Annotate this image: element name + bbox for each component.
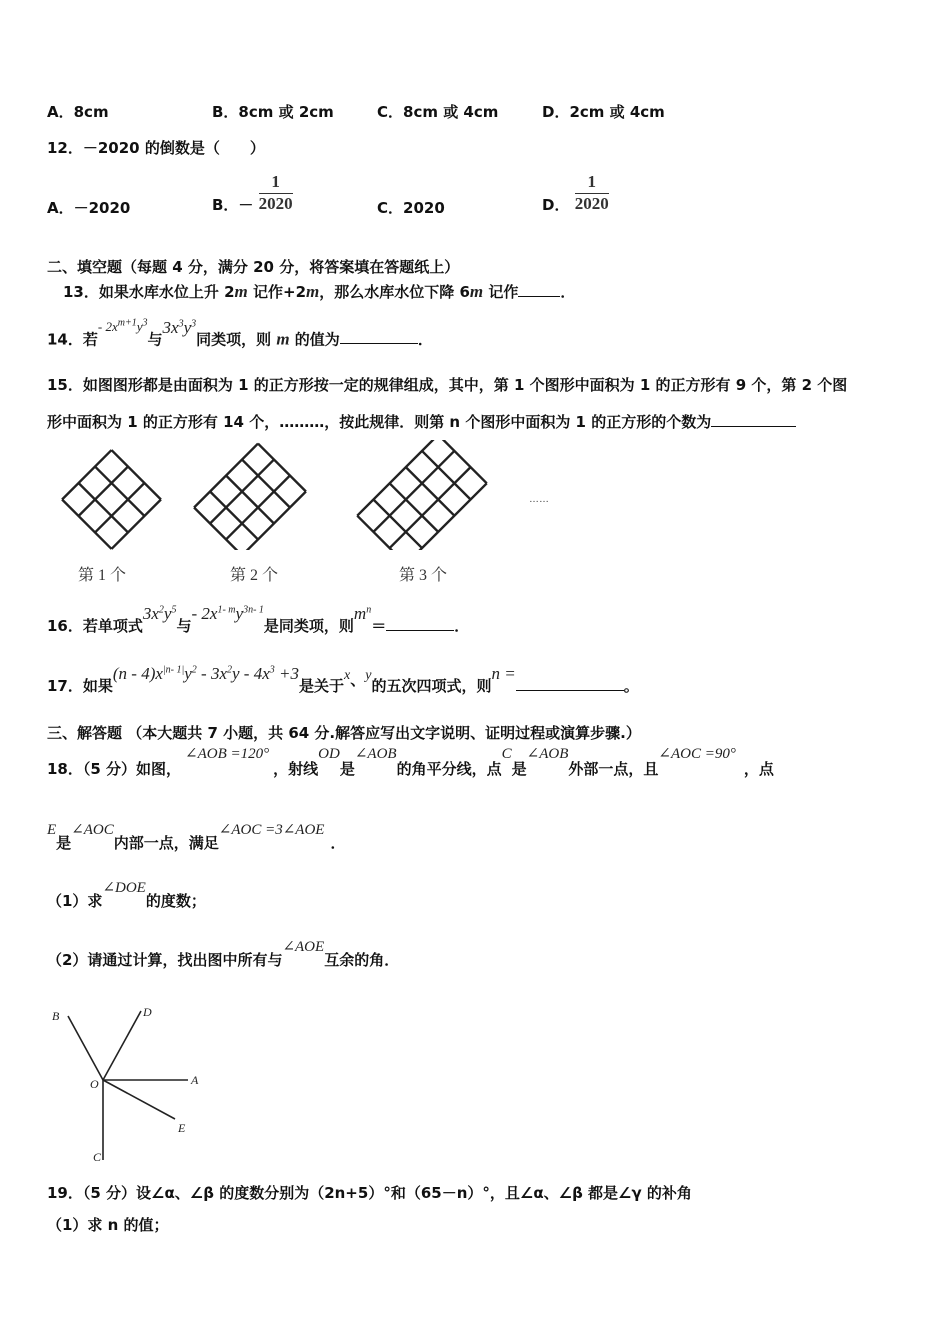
q12-option-c: C．2020: [377, 199, 445, 217]
figure-3: [357, 440, 487, 550]
q17-expr-b: y: [184, 664, 192, 683]
q16-end: ．: [454, 617, 470, 635]
q15-line2-text: 形中面积为 1 的正方形有 14 个，………，按此规律．则第 n 个图形中面积为 1 的正方形的个数为: [47, 413, 712, 431]
q18-text-4: 的角平分线，点: [396, 760, 502, 778]
q17-text-1: 17．如果: [47, 677, 113, 695]
q18-text-9: 内部一点，满足: [113, 834, 219, 852]
q18-text-10: ．: [330, 834, 346, 852]
q12-b-fraction: [259, 172, 293, 214]
q18-angle-aoc-2: ∠AOC: [71, 822, 114, 838]
q17-text-2: 是关于: [299, 677, 345, 695]
q14-text-1: 14．若: [47, 330, 98, 349]
q18-line-1: [47, 744, 774, 779]
q17-expr-a-sup: |n- 1|: [162, 664, 185, 676]
label-d: D: [143, 1005, 152, 1019]
q13-text-4: 记作: [483, 283, 519, 301]
q18-angle-figure: [45, 1000, 215, 1170]
grid-line: [357, 516, 406, 550]
q14-text-2: 与: [147, 330, 163, 349]
q18-text-3: 是: [339, 760, 355, 778]
q14-expr-1: [98, 319, 148, 334]
q17-end: 。: [623, 677, 639, 695]
q13-end: ．: [560, 283, 576, 301]
q14-answer-blank[interactable]: [340, 343, 418, 344]
figure-1-label: 第 1 个: [78, 567, 127, 584]
q12-stem: 12．－2020 的倒数是（ ）: [47, 139, 265, 157]
q17-n: n =: [491, 664, 516, 683]
grid-line: [406, 483, 487, 550]
q17-expr-e: +3: [274, 664, 299, 683]
q18-text-8: 是: [56, 834, 72, 852]
q13-answer-blank[interactable]: [518, 296, 560, 297]
figure-ellipsis: ……: [529, 494, 549, 505]
q12-b-denominator: 2020: [258, 193, 293, 213]
section2-heading: 二、填空题（每题 4 分，满分 20 分，将答案填在答题纸上）: [47, 258, 460, 276]
q14-end: ．: [417, 330, 433, 349]
q16-expr-1: [143, 604, 177, 623]
q16: [47, 604, 469, 636]
q17-y: y: [365, 668, 372, 683]
figure-1: [62, 450, 161, 549]
q18-angle-doe: ∠DOE: [102, 880, 146, 896]
q14-expr2-sup: 3: [178, 318, 184, 330]
q18-angle-aob: ∠AOB =120°: [185, 746, 270, 762]
q18-point-e: E: [47, 822, 57, 838]
label-a: A: [191, 1073, 199, 1087]
q17-answer-blank[interactable]: [516, 690, 624, 691]
q18-ray-od: OD: [318, 746, 340, 762]
q17-expr-b-sup: 2: [191, 664, 197, 676]
q19-line-2: （1）求 n 的值；: [47, 1216, 169, 1234]
q11-option-a: A．8cm: [47, 103, 109, 121]
grid-line: [373, 451, 454, 532]
q15-line-1: 15．如图图形都是由面积为 1 的正方形按一定的规律组成，其中，第 1 个图形中面积为 1 的正方形有 9 个，第 2 个图: [47, 376, 848, 394]
section3-heading: 三、解答题 （本大题共 7 小题，共 64 分.解答应写出文字说明、证明过程或演算步骤.）: [47, 724, 641, 742]
q17-x: x: [344, 668, 351, 683]
ray-od: [103, 1011, 141, 1080]
q13-var-3: m: [469, 282, 484, 301]
grid-line: [390, 467, 471, 548]
q17-expr-c-sup: 2: [227, 664, 232, 676]
q16-e3-base: m: [353, 604, 367, 623]
q14-expr1-base: - 2x: [97, 319, 118, 335]
q14-expr1-ysup: 3: [142, 318, 148, 329]
q16-e1-base: 3x: [142, 604, 159, 623]
label-c: C: [93, 1150, 102, 1164]
q16-expr-3: [354, 604, 371, 623]
q14-expr2-ysup: 3: [191, 318, 197, 330]
q19-line-1: 19．（5 分）设∠α、∠β 的度数分别为（2n+5）°和（65－n）°，且∠α、∠β 都是∠γ 的补角: [47, 1184, 692, 1202]
q16-e3-sup: n: [366, 604, 372, 616]
figure-3-label: 第 3 个: [399, 567, 448, 584]
q14-expr2-base: 3x: [162, 318, 179, 338]
q17-expr-d-sup: 3: [269, 664, 275, 676]
q12-d-prefix: D．: [542, 196, 570, 214]
q12-d-fraction: [575, 172, 609, 214]
q13: [63, 281, 575, 302]
q18-text-7: ，点: [743, 760, 774, 778]
q17-separator: 、: [350, 671, 366, 689]
q18-point-c: C: [501, 746, 512, 762]
q14-expr2-y: y: [183, 318, 192, 338]
q16-e2-ysup: 3n- 1: [243, 604, 264, 616]
q11-option-c: C．8cm 或 4cm: [377, 103, 499, 121]
q16-answer-blank[interactable]: [386, 630, 454, 631]
q18-subquestion-2: [47, 937, 399, 970]
q16-e2-y: y: [235, 604, 244, 623]
ray-oe: [103, 1080, 175, 1119]
q13-var-1: m: [234, 282, 248, 301]
q16-e1-ysup: 5: [171, 604, 177, 616]
q16-e2-base: - 2x: [191, 604, 218, 623]
q12-d-denominator: 2020: [574, 193, 609, 213]
ray-ob: [68, 1016, 103, 1080]
figure-2: [194, 444, 306, 550]
q14-expr1-y: y: [136, 319, 143, 335]
q18-text-1: 18．（5 分）如图，: [47, 760, 182, 778]
q12-option-d: [542, 170, 609, 215]
q17-text-3: 的五次四项式，则: [371, 677, 492, 695]
q18-s2-text-a: （2）请通过计算，找出图中所有与: [47, 951, 283, 969]
q18-s2-text-c: 互余的角．: [324, 951, 400, 969]
q12-option-a: A．－2020: [47, 199, 131, 217]
q18-subquestion-1: [47, 878, 206, 911]
label-e: E: [178, 1121, 186, 1135]
q18-line-2: [47, 820, 345, 853]
q11-option-b: B．8cm 或 2cm: [212, 103, 334, 121]
q18-text-5: 是: [511, 760, 527, 778]
q16-expr-2: [191, 604, 263, 623]
label-b: B: [52, 1009, 60, 1023]
q14-expr1-sup: m+1: [117, 318, 137, 329]
q16-e1-sup: 2: [158, 604, 164, 616]
q11-option-d: D．2cm 或 4cm: [542, 103, 665, 121]
q13-text-1: 13．如果水库水位上升 2: [63, 283, 235, 301]
q16-text-4: ＝: [371, 617, 387, 635]
q14: [47, 318, 433, 349]
q12-b-prefix: B．－: [212, 196, 254, 214]
q18-angle-aoe: ∠AOE: [282, 939, 325, 955]
q16-text-2: 与: [176, 617, 192, 635]
q16-e1-y: y: [163, 604, 172, 623]
q16-e2-sup: 1- m: [217, 604, 236, 616]
q15-answer-blank[interactable]: [711, 426, 796, 427]
q13-text-2: 记作+2: [247, 283, 307, 301]
q16-text-1: 16．若单项式: [47, 617, 143, 635]
q15-figure: [55, 440, 575, 550]
q17-expr-a: (n - 4)x: [112, 664, 163, 683]
q18-angle-aob-3: ∠AOB: [526, 746, 569, 762]
figure-2-label: 第 2 个: [230, 567, 279, 584]
q18-relation: ∠AOC =3∠AOE: [218, 822, 325, 838]
q15-line-2: [47, 411, 796, 432]
q18-s1-text-c: 的度数；: [145, 892, 206, 910]
q13-text-3: ，那么水库水位下降 6: [319, 283, 470, 301]
q17-expr-d: y - 4x: [232, 664, 270, 683]
q18-text-2: ，射线: [273, 760, 319, 778]
q14-expr-2: [163, 318, 197, 337]
q18-text-6: 外部一点，且: [568, 760, 659, 778]
q17: [47, 664, 639, 696]
q17-expression: [113, 664, 299, 683]
q13-var-2: m: [306, 282, 320, 301]
q12-b-numerator: 1: [259, 172, 293, 194]
q14-text-4: 的值为: [289, 330, 340, 349]
q14-text-3: 同类项，则: [196, 330, 277, 349]
q18-angle-aoc: ∠AOC =90°: [658, 746, 736, 762]
q17-expr-c: - 3x: [196, 664, 227, 683]
q16-text-3: 是同类项，则: [263, 617, 354, 635]
q18-s1-text-a: （1）求: [47, 892, 103, 910]
label-o: O: [90, 1077, 99, 1091]
q12-d-numerator: 1: [575, 172, 609, 194]
q18-angle-aob-2: ∠AOB: [354, 746, 397, 762]
q14-var: m: [276, 329, 290, 349]
q12-option-b: [212, 170, 293, 215]
